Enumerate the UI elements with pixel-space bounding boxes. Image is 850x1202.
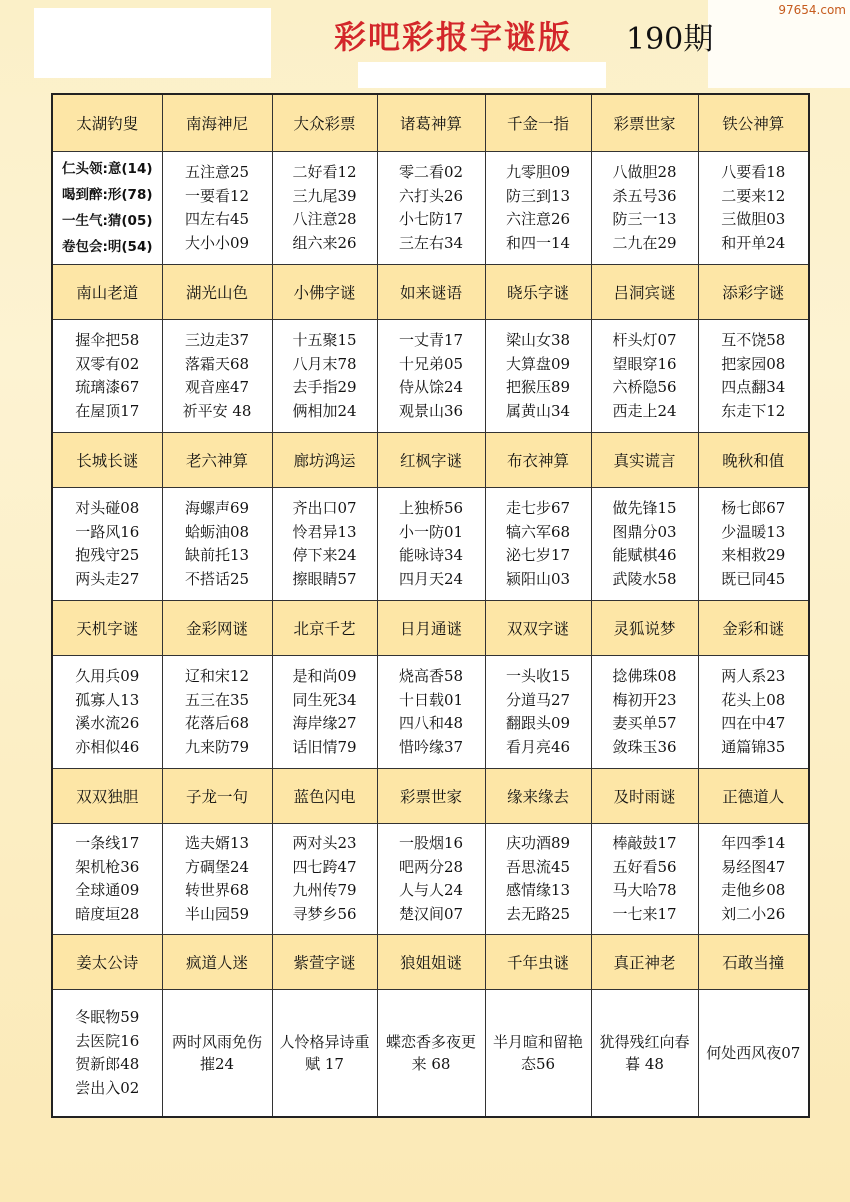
- column-header: 北京千艺: [272, 601, 377, 656]
- column-header: 及时雨谜: [591, 769, 698, 824]
- riddle-line: 望眼穿16: [612, 354, 677, 373]
- cell-lines: [612, 161, 676, 255]
- riddle-line: 把猴压89: [505, 378, 571, 396]
- riddle-line: 感情缘13: [505, 881, 571, 899]
- riddle-line: 一生气:猜(05): [61, 213, 153, 229]
- riddle-line: 吾思流45: [505, 857, 571, 876]
- riddle-line: 态56: [520, 1055, 556, 1073]
- riddle-line: 走七步67: [505, 499, 571, 517]
- riddle-cell: [377, 656, 485, 769]
- column-header: 灵狐说梦: [591, 601, 698, 656]
- cell-lines: [292, 665, 356, 759]
- column-header: 廊坊鸿运: [272, 433, 377, 488]
- riddle-line: 在屋顶17: [75, 401, 140, 420]
- column-header: 太湖钓叟: [52, 94, 162, 152]
- column-header: 吕洞宾谜: [591, 265, 698, 320]
- table-row: [52, 656, 809, 769]
- column-header: 千年虫谜: [485, 935, 591, 990]
- riddle-line: 吧两分28: [398, 857, 464, 876]
- riddle-cell: [162, 990, 272, 1118]
- riddle-line: 上独桥56: [398, 499, 464, 517]
- riddle-cell: [591, 824, 698, 935]
- riddle-line: 八月末78: [292, 354, 357, 373]
- riddle-line: 六注意26: [505, 210, 571, 228]
- riddle-line: 全球通09: [75, 881, 140, 899]
- riddle-line: 年四季14: [721, 834, 786, 852]
- riddle-cell: [485, 990, 591, 1118]
- cell-lines: [292, 161, 356, 255]
- cell-lines: [75, 497, 139, 591]
- cell-lines: [486, 1031, 591, 1075]
- riddle-cell: [485, 488, 591, 601]
- cell-lines: [721, 161, 785, 255]
- riddle-cell: [272, 488, 377, 601]
- riddle-line: 握伞把58: [75, 331, 140, 349]
- riddle-line: 西走上24: [612, 401, 677, 420]
- cell-lines: [185, 161, 249, 255]
- cell-lines: [62, 156, 153, 260]
- riddle-line: 怜君异13: [292, 522, 357, 541]
- riddle-line: 转世界68: [184, 881, 250, 899]
- riddle-line: 和开单24: [721, 233, 786, 252]
- column-header: 长城长谜: [52, 433, 162, 488]
- column-header: 疯道人迷: [162, 935, 272, 990]
- riddle-line: 两时风雨免伤: [171, 1033, 262, 1051]
- column-header: 子龙一句: [162, 769, 272, 824]
- riddle-line: 九零胆09: [505, 163, 571, 181]
- riddle-line: 和四一14: [505, 233, 571, 252]
- cell-lines: [592, 1031, 698, 1075]
- riddle-line: 十五聚15: [292, 331, 357, 349]
- riddle-line: 花落后68: [184, 714, 250, 732]
- cell-lines: [75, 665, 139, 759]
- riddle-cell: [52, 824, 162, 935]
- riddle-line: 敛珠玉36: [612, 737, 677, 756]
- table-row: [52, 320, 809, 433]
- issue-number: 190期: [626, 22, 714, 57]
- riddle-line: 侍从馀24: [398, 378, 464, 396]
- riddle-line: 去手指29: [292, 378, 357, 396]
- riddle-line: 四七跨47: [292, 857, 357, 876]
- riddle-cell: [698, 824, 809, 935]
- riddle-line: 久用兵09: [75, 667, 140, 685]
- riddle-line: 庆功酒89: [505, 834, 571, 852]
- riddle-line: 颍阳山03: [505, 569, 571, 588]
- column-header: 金彩和谜: [698, 601, 809, 656]
- riddle-line: 既已同45: [721, 569, 786, 588]
- column-header: 狼姐姐谜: [377, 935, 485, 990]
- header-row: [52, 769, 809, 824]
- riddle-cell: [52, 656, 162, 769]
- riddle-cell: [162, 488, 272, 601]
- riddle-line: 尝出入02: [75, 1078, 140, 1097]
- riddle-line: 互不饶58: [721, 331, 786, 349]
- riddle-line: 三九尾39: [292, 186, 357, 205]
- riddle-cell: [162, 152, 272, 265]
- cell-lines: [506, 832, 570, 926]
- riddle-cell: [377, 488, 485, 601]
- column-header: 蓝色闪电: [272, 769, 377, 824]
- column-header: 红枫字谜: [377, 433, 485, 488]
- riddle-line: 杀五号36: [612, 186, 677, 205]
- riddle-line: 二要来12: [721, 186, 786, 205]
- riddle-line: 十日载01: [398, 690, 464, 709]
- riddle-line: 大小小09: [184, 233, 250, 252]
- riddle-cell: [52, 320, 162, 433]
- riddle-cell: [272, 824, 377, 935]
- riddle-line: 四点翻34: [721, 378, 786, 396]
- riddle-line: 双零有02: [75, 354, 140, 373]
- riddle-line: 五好看56: [612, 857, 677, 876]
- cell-lines: [378, 1031, 485, 1075]
- riddle-line: 同生死34: [292, 690, 357, 709]
- cell-lines: [506, 161, 570, 255]
- cell-lines: [75, 832, 139, 926]
- riddle-line: 贺新郎48: [75, 1055, 140, 1073]
- riddle-line: 俩相加24: [292, 401, 357, 420]
- riddle-line: 易经图47: [721, 857, 786, 876]
- riddle-line: 摧24: [199, 1055, 235, 1073]
- cell-lines: [185, 832, 249, 926]
- blank-panel-left: [34, 8, 271, 78]
- riddle-line: 赋 17: [305, 1055, 344, 1073]
- riddle-line: 五注意25: [184, 163, 250, 181]
- riddle-line: 刘二小26: [721, 904, 786, 923]
- column-header: 紫萱字谜: [272, 935, 377, 990]
- riddle-line: 半山园59: [184, 904, 250, 923]
- riddle-line: 观音座47: [184, 378, 250, 396]
- riddle-line: 少温暖13: [721, 522, 786, 541]
- riddle-cell: [591, 320, 698, 433]
- riddle-line: 三做胆03: [721, 210, 786, 228]
- riddle-line: 零二看02: [398, 163, 464, 181]
- riddle-line: 五三在35: [184, 690, 250, 709]
- riddle-line: 擦眼睛57: [292, 569, 357, 588]
- riddle-cell: [591, 656, 698, 769]
- cell-lines: [399, 497, 463, 591]
- riddle-line: 两头走27: [75, 569, 140, 588]
- column-header: 晚秋和值: [698, 433, 809, 488]
- cell-lines: [399, 665, 463, 759]
- riddle-line: 孤寡人13: [75, 690, 140, 709]
- riddle-line: 武陵水58: [612, 569, 677, 588]
- cell-lines: [721, 665, 785, 759]
- riddle-line: 惜吟缘37: [398, 737, 464, 756]
- riddle-line: 犒六军68: [505, 522, 571, 541]
- riddle-line: 防三一13: [612, 210, 677, 228]
- riddle-line: 四左右45: [184, 210, 250, 228]
- column-header: 布衣神算: [485, 433, 591, 488]
- cell-lines: [612, 832, 676, 926]
- riddle-line: 话旧情79: [292, 737, 357, 756]
- riddle-line: 两对头23: [292, 834, 357, 852]
- riddle-line: 三左右34: [398, 233, 464, 252]
- riddle-line: 花头上08: [721, 690, 786, 709]
- page-title: 彩吧彩报字谜版: [334, 18, 573, 56]
- cell-lines: [292, 329, 356, 423]
- cell-lines: [721, 497, 785, 591]
- header-row: [52, 935, 809, 990]
- riddle-line: 犹得残红向春: [599, 1033, 690, 1051]
- cell-lines: [75, 329, 139, 423]
- column-header: 彩票世家: [591, 94, 698, 152]
- riddle-line: 图鼎分03: [612, 522, 677, 541]
- cell-lines: [612, 665, 676, 759]
- riddle-line: 一头收15: [505, 667, 571, 685]
- column-header: 晓乐字谜: [485, 265, 591, 320]
- riddle-cell: [377, 824, 485, 935]
- riddle-line: 不搭话25: [184, 569, 250, 588]
- riddle-line: 落霜天68: [184, 354, 250, 373]
- riddle-line: 九来防79: [184, 737, 250, 756]
- blank-panel-center: [358, 62, 606, 88]
- riddle-line: 四月天24: [398, 569, 464, 588]
- riddle-cell: [272, 152, 377, 265]
- riddle-line: 一七来17: [612, 904, 677, 923]
- cell-lines: [506, 329, 570, 423]
- column-header: 千金一指: [485, 94, 591, 152]
- riddle-line: 看月亮46: [505, 737, 571, 756]
- riddle-line: 辽和宋12: [184, 667, 250, 685]
- riddle-cell: [485, 152, 591, 265]
- riddle-cell: [377, 320, 485, 433]
- riddle-cell: [52, 152, 162, 265]
- table-row: [52, 488, 809, 601]
- riddle-line: 选夫婿13: [184, 834, 250, 852]
- riddle-line: 防三到13: [505, 186, 571, 205]
- column-header: 湖光山色: [162, 265, 272, 320]
- column-header: 大众彩票: [272, 94, 377, 152]
- header-row: [52, 433, 809, 488]
- cell-lines: [399, 832, 463, 926]
- table-row: [52, 824, 809, 935]
- column-header: 双双字谜: [485, 601, 591, 656]
- header-row: [52, 601, 809, 656]
- riddle-grid: [51, 93, 810, 1118]
- riddle-cell: [272, 990, 377, 1118]
- cell-lines: [721, 329, 785, 423]
- riddle-line: 马大哈78: [612, 881, 677, 899]
- riddle-line: 海岸缘27: [292, 714, 357, 732]
- cell-lines: [292, 832, 356, 926]
- riddle-line: 十兄弟05: [398, 354, 464, 373]
- riddle-line: 祈平安 48: [182, 401, 252, 420]
- column-header: 小佛字谜: [272, 265, 377, 320]
- riddle-line: 八注意28: [292, 210, 357, 228]
- riddle-line: 走他乡08: [721, 881, 786, 899]
- riddle-line: 二九在29: [612, 233, 677, 252]
- riddle-cell: [162, 656, 272, 769]
- cell-lines: [399, 329, 463, 423]
- riddle-line: 四在中47: [721, 714, 786, 732]
- riddle-cell: [591, 152, 698, 265]
- riddle-line: 二好看12: [292, 163, 357, 181]
- header-row: [52, 94, 809, 152]
- riddle-line: 亦相似46: [75, 737, 140, 756]
- riddle-line: 一路风16: [75, 522, 140, 541]
- riddle-line: 人与人24: [398, 881, 464, 899]
- riddle-line: 能咏诗34: [398, 546, 464, 564]
- riddle-line: 组六来26: [292, 233, 357, 252]
- riddle-line: 烧高香58: [398, 667, 464, 685]
- riddle-line: 杨七郎67: [721, 499, 786, 517]
- riddle-line: 冬眠物59: [75, 1008, 140, 1026]
- riddle-line: 东走下12: [721, 401, 786, 420]
- riddle-line: 小一防01: [398, 522, 464, 541]
- column-header: 真正神老: [591, 935, 698, 990]
- riddle-line: 蛤蛎油08: [184, 522, 250, 541]
- cell-lines: [273, 1031, 377, 1075]
- riddle-cell: [377, 152, 485, 265]
- cell-lines: [721, 832, 785, 926]
- riddle-line: 一条线17: [75, 834, 140, 852]
- riddle-cell: [377, 990, 485, 1118]
- riddle-cell: [272, 656, 377, 769]
- cell-lines: [292, 497, 356, 591]
- riddle-cell: [52, 990, 162, 1118]
- riddle-cell: [272, 320, 377, 433]
- riddle-line: 暮 48: [625, 1055, 664, 1073]
- column-header: 双双独胆: [52, 769, 162, 824]
- column-header: 铁公神算: [698, 94, 809, 152]
- riddle-line: 卷包会:明(54): [61, 239, 153, 255]
- column-header: 天机字谜: [52, 601, 162, 656]
- riddle-line: 捻佛珠08: [612, 667, 677, 685]
- riddle-line: 做先锋15: [612, 499, 677, 517]
- riddle-line: 琉璃漆67: [75, 378, 140, 396]
- riddle-line: 仁头领:意(14): [61, 161, 153, 177]
- cell-lines: [506, 665, 570, 759]
- riddle-cell: [698, 656, 809, 769]
- cell-lines: [185, 497, 249, 591]
- riddle-line: 停下来24: [292, 546, 357, 564]
- riddle-line: 大算盘09: [505, 354, 571, 373]
- riddle-line: 通篇锦35: [721, 737, 786, 756]
- riddle-line: 一要看12: [184, 186, 250, 205]
- riddle-line: 九州传79: [292, 881, 357, 899]
- column-header: 金彩网谜: [162, 601, 272, 656]
- riddle-cell: [52, 488, 162, 601]
- riddle-line: 梁山女38: [505, 331, 571, 349]
- cell-lines: [612, 329, 676, 423]
- riddle-line: 能赋棋46: [612, 546, 677, 564]
- column-header: 如来谜语: [377, 265, 485, 320]
- riddle-cell: [162, 320, 272, 433]
- riddle-line: 六打头26: [398, 186, 464, 205]
- riddle-line: 寻梦乡56: [292, 904, 357, 923]
- riddle-line: 三边走37: [184, 331, 250, 349]
- riddle-cell: [485, 824, 591, 935]
- column-header: 南海神尼: [162, 94, 272, 152]
- riddle-line: 是和尚09: [292, 667, 357, 685]
- riddle-cell: [698, 990, 809, 1118]
- riddle-cell: [485, 320, 591, 433]
- riddle-cell: [698, 488, 809, 601]
- header-row: [52, 265, 809, 320]
- riddle-line: 人怜格异诗重: [279, 1033, 370, 1051]
- riddle-line: 六桥隐56: [612, 378, 677, 396]
- column-header: 石敢当撞: [698, 935, 809, 990]
- column-header: 姜太公诗: [52, 935, 162, 990]
- riddle-cell: [162, 824, 272, 935]
- column-header: 老六神算: [162, 433, 272, 488]
- riddle-line: 妻买单57: [612, 714, 677, 732]
- riddle-cell: [698, 320, 809, 433]
- riddle-line: 蝶恋香多夜更: [385, 1033, 476, 1051]
- riddle-line: 四八和48: [398, 714, 464, 732]
- cell-lines: [612, 497, 676, 591]
- riddle-line: 小七防17: [398, 210, 464, 228]
- riddle-line: 来相救29: [721, 546, 786, 564]
- table-row: [52, 152, 809, 265]
- riddle-cell: [485, 656, 591, 769]
- riddle-line: 缺前托13: [184, 546, 250, 564]
- riddle-line: 属黄山34: [505, 401, 571, 420]
- column-header: 南山老道: [52, 265, 162, 320]
- riddle-line: 八做胆28: [612, 163, 677, 181]
- riddle-line: 翻跟头09: [505, 714, 571, 732]
- cell-lines: [163, 1031, 272, 1075]
- riddle-line: 来 68: [411, 1055, 451, 1073]
- riddle-line: 八要看18: [721, 163, 786, 181]
- cell-lines: [506, 497, 570, 591]
- riddle-line: 去无路25: [505, 904, 571, 923]
- riddle-line: 梅初开23: [612, 690, 677, 709]
- riddle-line: 何处西风夜07: [706, 1044, 801, 1062]
- table-row: [52, 990, 809, 1118]
- column-header: 日月通谜: [377, 601, 485, 656]
- riddle-line: 一股烟16: [398, 834, 464, 852]
- riddle-line: 暗度垣28: [75, 904, 140, 923]
- riddle-line: 两人系23: [721, 667, 786, 685]
- riddle-cell: [698, 152, 809, 265]
- column-header: 诸葛神算: [377, 94, 485, 152]
- site-watermark: 97654.com: [778, 3, 846, 17]
- riddle-line: 去医院16: [75, 1031, 140, 1050]
- riddle-line: 楚汉间07: [398, 904, 464, 923]
- column-header: 缘来缘去: [485, 769, 591, 824]
- column-header: 添彩字谜: [698, 265, 809, 320]
- riddle-cell: [591, 990, 698, 1118]
- riddle-line: 海螺声69: [184, 499, 250, 517]
- cell-lines: [185, 665, 249, 759]
- riddle-line: 棒敲鼓17: [612, 834, 677, 852]
- riddle-line: 一丈青17: [398, 331, 464, 349]
- riddle-line: 方碉堡24: [184, 857, 250, 876]
- riddle-line: 抱残守25: [75, 546, 140, 564]
- riddle-line: 溪水流26: [75, 714, 140, 732]
- riddle-line: 半月暄和留艳: [492, 1033, 583, 1051]
- cell-lines: [183, 329, 252, 423]
- riddle-line: 对头碰08: [75, 499, 140, 517]
- column-header: 真实谎言: [591, 433, 698, 488]
- riddle-line: 齐出口07: [292, 499, 357, 517]
- riddle-line: 把家园08: [721, 354, 786, 373]
- column-header: 彩票世家: [377, 769, 485, 824]
- cell-lines: [75, 1006, 139, 1100]
- riddle-line: 观景山36: [398, 401, 464, 420]
- riddle-line: 架机枪36: [75, 857, 140, 876]
- column-header: 正德道人: [698, 769, 809, 824]
- cell-lines: [699, 1042, 809, 1064]
- cell-lines: [399, 161, 463, 255]
- riddle-line: 泌七岁17: [505, 546, 571, 564]
- riddle-cell: [591, 488, 698, 601]
- riddle-line: 喝到醉:形(78): [61, 187, 153, 203]
- riddle-line: 分道马27: [505, 690, 571, 709]
- riddle-line: 杆头灯07: [612, 331, 677, 349]
